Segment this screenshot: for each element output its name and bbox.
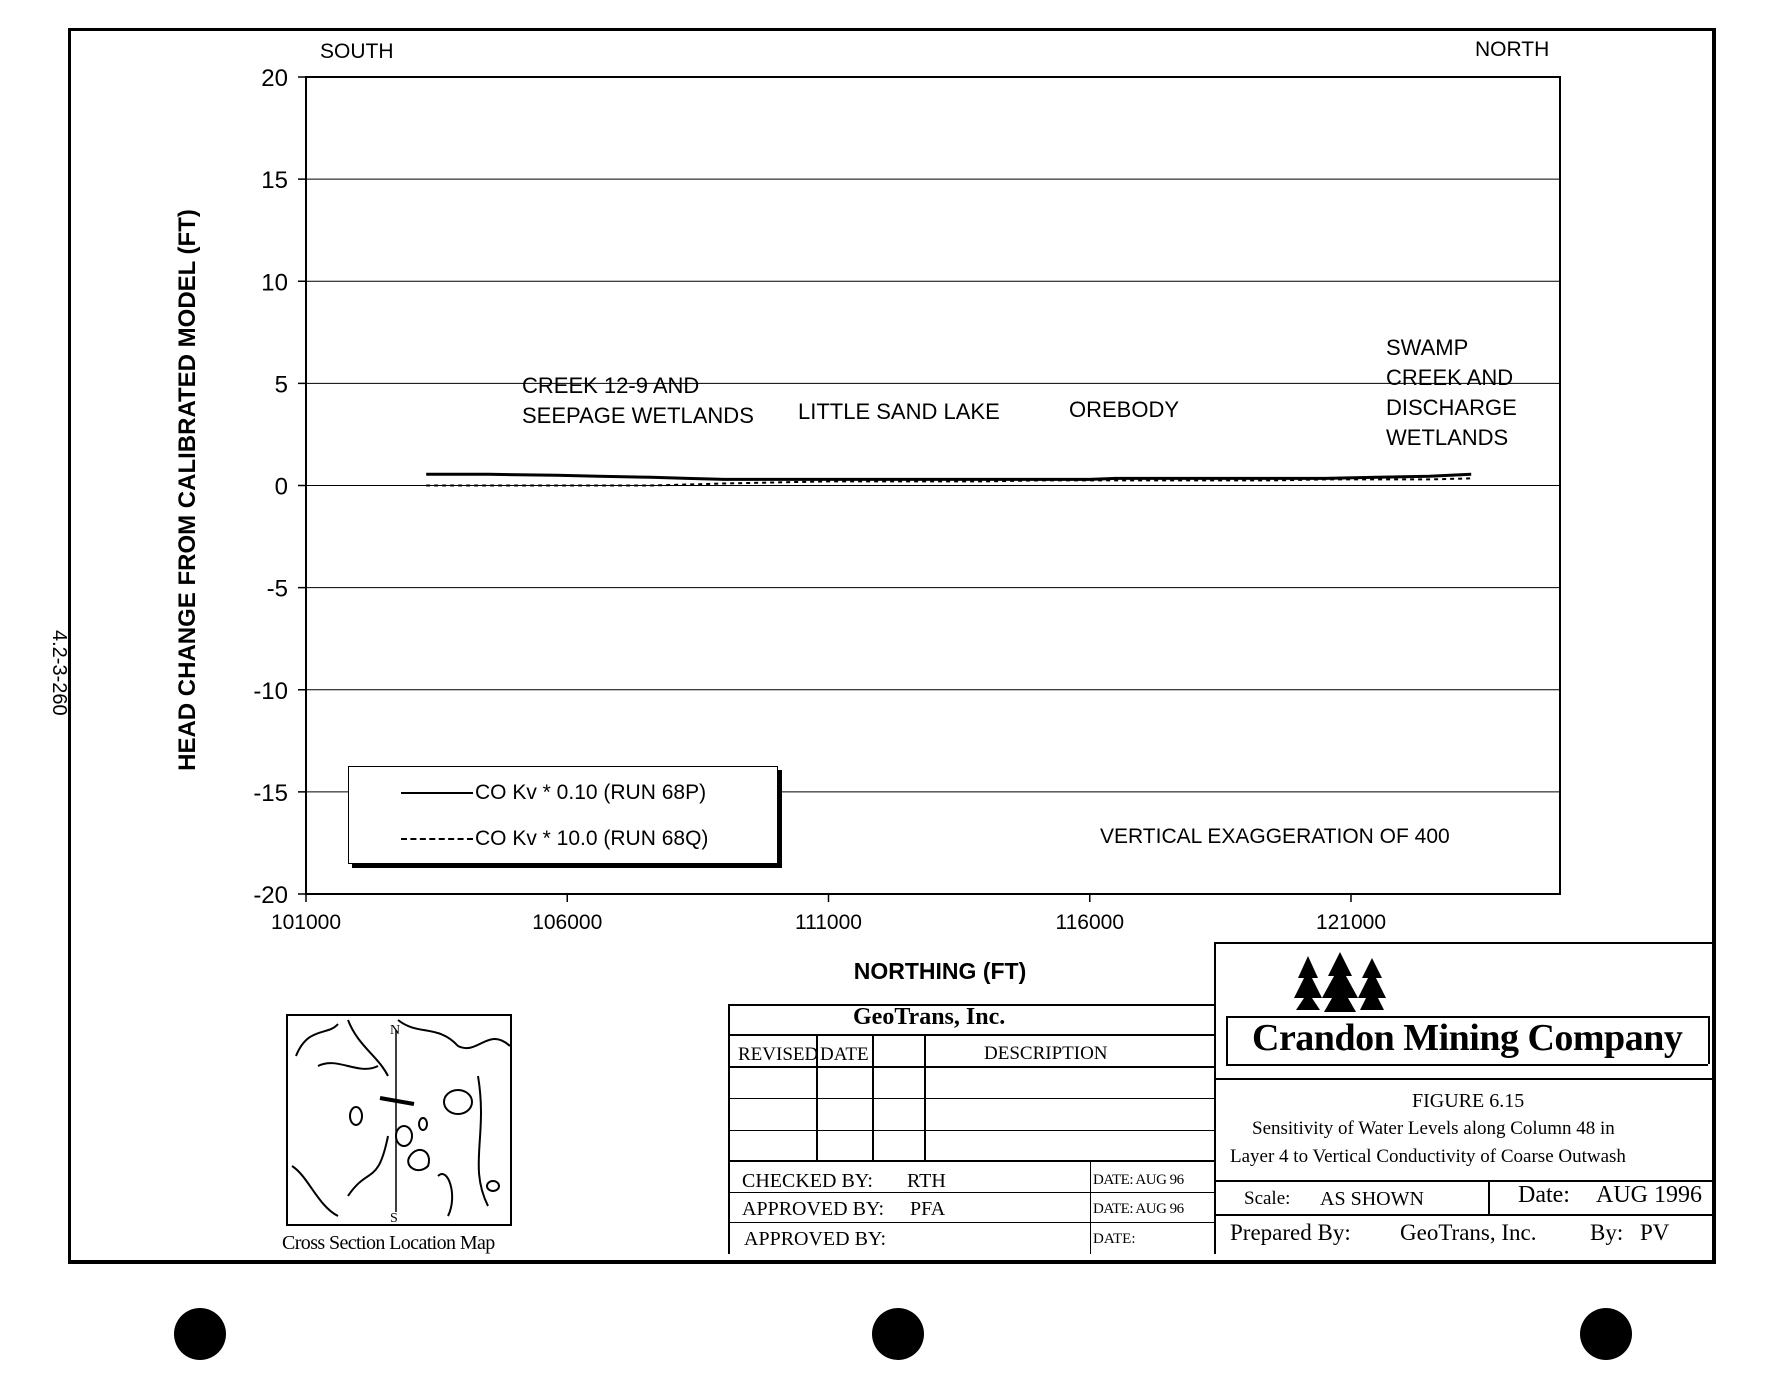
checked-by-label: CHECKED BY: [742,1170,873,1192]
location-map [286,1014,512,1226]
figure-number: FIGURE 6.15 [1412,1090,1525,1112]
annotation-orebody: OREBODY [1069,397,1180,422]
vertical-exaggeration-note: VERTICAL EXAGGERATION OF 400 [1100,825,1450,848]
y-tick-label: -20 [253,882,288,909]
firm-name: GeoTrans, Inc. [853,1004,1006,1030]
scale-value: AS SHOWN [1320,1188,1424,1210]
date-header: DATE [820,1044,869,1065]
checked-date: DATE: AUG 96 [1093,1172,1184,1188]
annotation-swamp-line2: CREEK AND [1386,365,1514,390]
y-axis-label: HEAD CHANGE FROM CALIBRATED MODEL (FT) [174,209,201,771]
y-tick-label: 10 [261,269,288,297]
binder-hole-right [1580,1308,1632,1360]
approved-date-2: DATE: [1093,1231,1136,1247]
y-tick-label: -15 [253,779,288,807]
y-tick-label: 0 [274,473,288,501]
legend-dotted-swatch [401,838,473,840]
pine-trees-logo [1290,952,1390,1014]
direction-south: SOUTH [320,40,394,63]
figure-title-line-1: Sensitivity of Water Levels along Column 48 in [1252,1118,1615,1139]
y-axis-ticks [253,65,306,909]
x-tick-label: 101000 [270,911,342,934]
approved-date-1: DATE: AUG 96 [1093,1201,1184,1217]
location-map-drawing [288,1016,510,1224]
by-value: PV [1640,1220,1670,1245]
figure-title-line-2: Layer 4 to Vertical Conductivity of Coarse Outwash [1230,1146,1626,1167]
legend-entry-68p [401,781,706,805]
y-tick-label: 5 [274,371,288,399]
binder-hole-center [872,1308,924,1360]
annotation-swamp-line1: SWAMP [1386,335,1469,360]
date-value: AUG 1996 [1596,1182,1702,1208]
legend-solid-swatch [401,792,473,794]
annotation-swamp [1386,333,1517,453]
revised-header: REVISED [738,1044,819,1065]
date-label: Date: [1518,1182,1570,1208]
binder-hole-left [174,1308,226,1360]
y-tick-label: -10 [253,677,288,705]
description-header: DESCRIPTION [984,1043,1108,1064]
checked-by-value: RTH [907,1170,946,1192]
x-tick-label: 106000 [532,911,603,934]
legend [348,766,778,864]
legend-label-68p: CO Kv * 0.10 (RUN 68P) [475,781,707,804]
annotation-swamp-line4: WETLANDS [1386,425,1509,450]
company-name: Crandon Mining Company [1252,1017,1683,1059]
scale-label: Scale: [1244,1188,1291,1209]
approved-by-label-1: APPROVED BY: [742,1198,885,1220]
annotation-swamp-line3: DISCHARGE [1386,395,1517,420]
x-axis-ticks [271,894,1386,934]
map-north-label: N [390,1023,401,1038]
prepared-by-value: GeoTrans, Inc. [1400,1220,1537,1245]
annotation-creek [522,371,754,431]
annotation-little-sand-lake: LITTLE SAND LAKE [798,399,1000,424]
approved-by-label-2: APPROVED BY: [744,1228,887,1250]
x-axis-label: NORTHING (FT) [853,958,1027,984]
direction-north: NORTH [1475,38,1550,61]
y-tick-label: 15 [261,167,288,195]
x-tick-label: 116000 [1055,911,1125,934]
x-tick-label: 121000 [1315,911,1387,934]
annotation-creek-line1: CREEK 12-9 AND [522,373,700,398]
y-tick-label: 20 [261,65,288,92]
page-code: 4.2-3-260 [48,630,70,716]
legend-label-68q: CO Kv * 10.0 (RUN 68Q) [475,827,709,850]
by-label: By: [1590,1220,1624,1245]
y-tick-label: -5 [266,575,288,603]
annotation-creek-line2: SEEPAGE WETLANDS [522,403,754,428]
approved-by-value-1: PFA [910,1198,946,1220]
location-map-caption: Cross Section Location Map [282,1232,495,1254]
series-lines [426,474,1471,485]
map-south-label: S [390,1211,398,1224]
legend-entry-68q [401,827,708,851]
x-tick-label: 111000 [795,911,862,934]
prepared-by-label: Prepared By: [1230,1220,1351,1245]
